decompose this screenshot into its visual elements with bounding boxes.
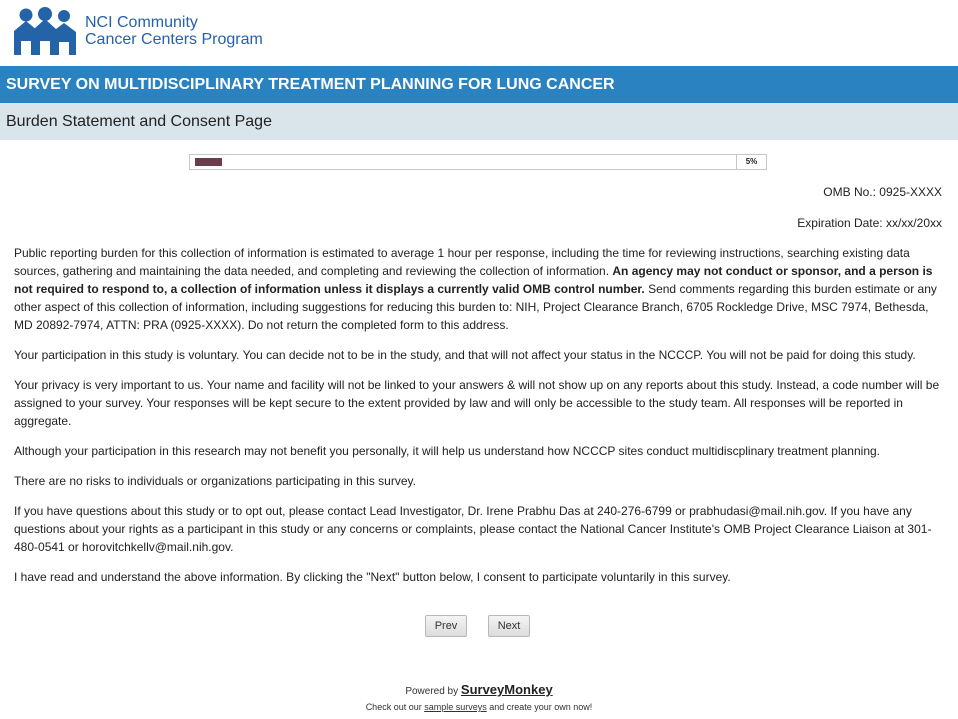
survey-title-bar (0, 66, 958, 103)
progress-track (190, 155, 736, 169)
burden-text-a: Public reporting burden for this collection of information is estimated to average 1 hour per response, including the time for reviewing instructions, searching existing data sources, gathering and maintaining the data needed, and completing and reviewing the collection of information. (14, 246, 910, 278)
page-heading-bar (0, 103, 958, 140)
next-button[interactable]: Next (488, 615, 530, 637)
powered-by (0, 681, 958, 701)
omb-number: OMB No.: 0925-XXXX (823, 185, 942, 199)
survey-title: SURVEY ON MULTIDISCIPLINARY TREATMENT PLANNING FOR LUNG CANCER (6, 76, 615, 93)
logo-line-2: Cancer Centers Program (85, 31, 263, 48)
page-heading: Burden Statement and Consent Page (6, 113, 272, 130)
footer (0, 681, 958, 713)
progress-fill (195, 158, 222, 166)
logo-line-1: NCI Community (85, 14, 198, 31)
risk-paragraph: There are no risks to individuals or organizations participating in this survey. (14, 474, 416, 488)
progress-bar (189, 154, 767, 170)
burden-paragraph (14, 244, 944, 334)
burden-text-b: Send comments regarding this burden estimate or any other aspect of this collection of information, including suggestions for reducing this burden to: NIH, Project Clearance Branch, 6705 Rockledge Drive, MSC 7974, Bethesda, MD 20892-7974, ATTN: PRA (0925-XXXX). Do not return the completed form to this address. (14, 282, 937, 332)
powered-by-label: Powered by (405, 686, 461, 697)
check-out-text: Check out our (365, 702, 425, 712)
surveymonkey-link[interactable]: SurveyMonkey (460, 682, 553, 697)
benefit-paragraph: Although your participation in this research may not benefit you personally, it will help us understand how NCCCP sites conduct multidiscplinary treatment planning. (14, 444, 881, 458)
contact-paragraph: If you have questions about this study or to opt out, please contact Lead Investigator, Dr. Irene Prabhu Das at 240-276-6799 or prabhudasi@mail.nih.gov. If you have any questions about your rights as a participant in this study or any concerns or complaints, please contact the National Cancer Institute's OMB Project Clearance Liaison at 301-480-0541 or horovitchkellv@mail.nih.gov. (14, 504, 932, 554)
expiration-date: Expiration Date: xx/xx/20xx (797, 216, 942, 230)
create-text: and create your own now! (486, 702, 593, 712)
logo-header (0, 0, 958, 66)
footer-subline (0, 701, 958, 713)
nci-people-logo-icon (12, 7, 78, 55)
burden-text-bold: An agency may not conduct or sponsor, and a person is not required to respond to, a collection of information unless it displays a currently valid OMB control number. (14, 264, 933, 296)
prev-button[interactable]: Prev (425, 615, 467, 637)
voluntary-paragraph: Your participation in this study is voluntary. You can decide not to be in the study, and that will not affect your status in the NCCCP. You will not be paid for doing this study. (14, 348, 916, 362)
progress-percent: 5% (736, 155, 766, 169)
sample-surveys-link[interactable]: sample surveys (424, 702, 487, 712)
privacy-paragraph: Your privacy is very important to us. Your name and facility will not be linked to your answers & will not show up on any reports about this study. Instead, a code number will be assigned to your survey. Your responses will be kept secure to the extent provided by law and will only be accessible to the study team. All responses will be reported in aggregate. (14, 378, 940, 428)
program-logo-text (85, 14, 263, 48)
consent-paragraph: I have read and understand the above information. By clicking the "Next" button below, I consent to participate voluntarily in this survey. (14, 570, 731, 584)
consent-text (14, 244, 944, 598)
